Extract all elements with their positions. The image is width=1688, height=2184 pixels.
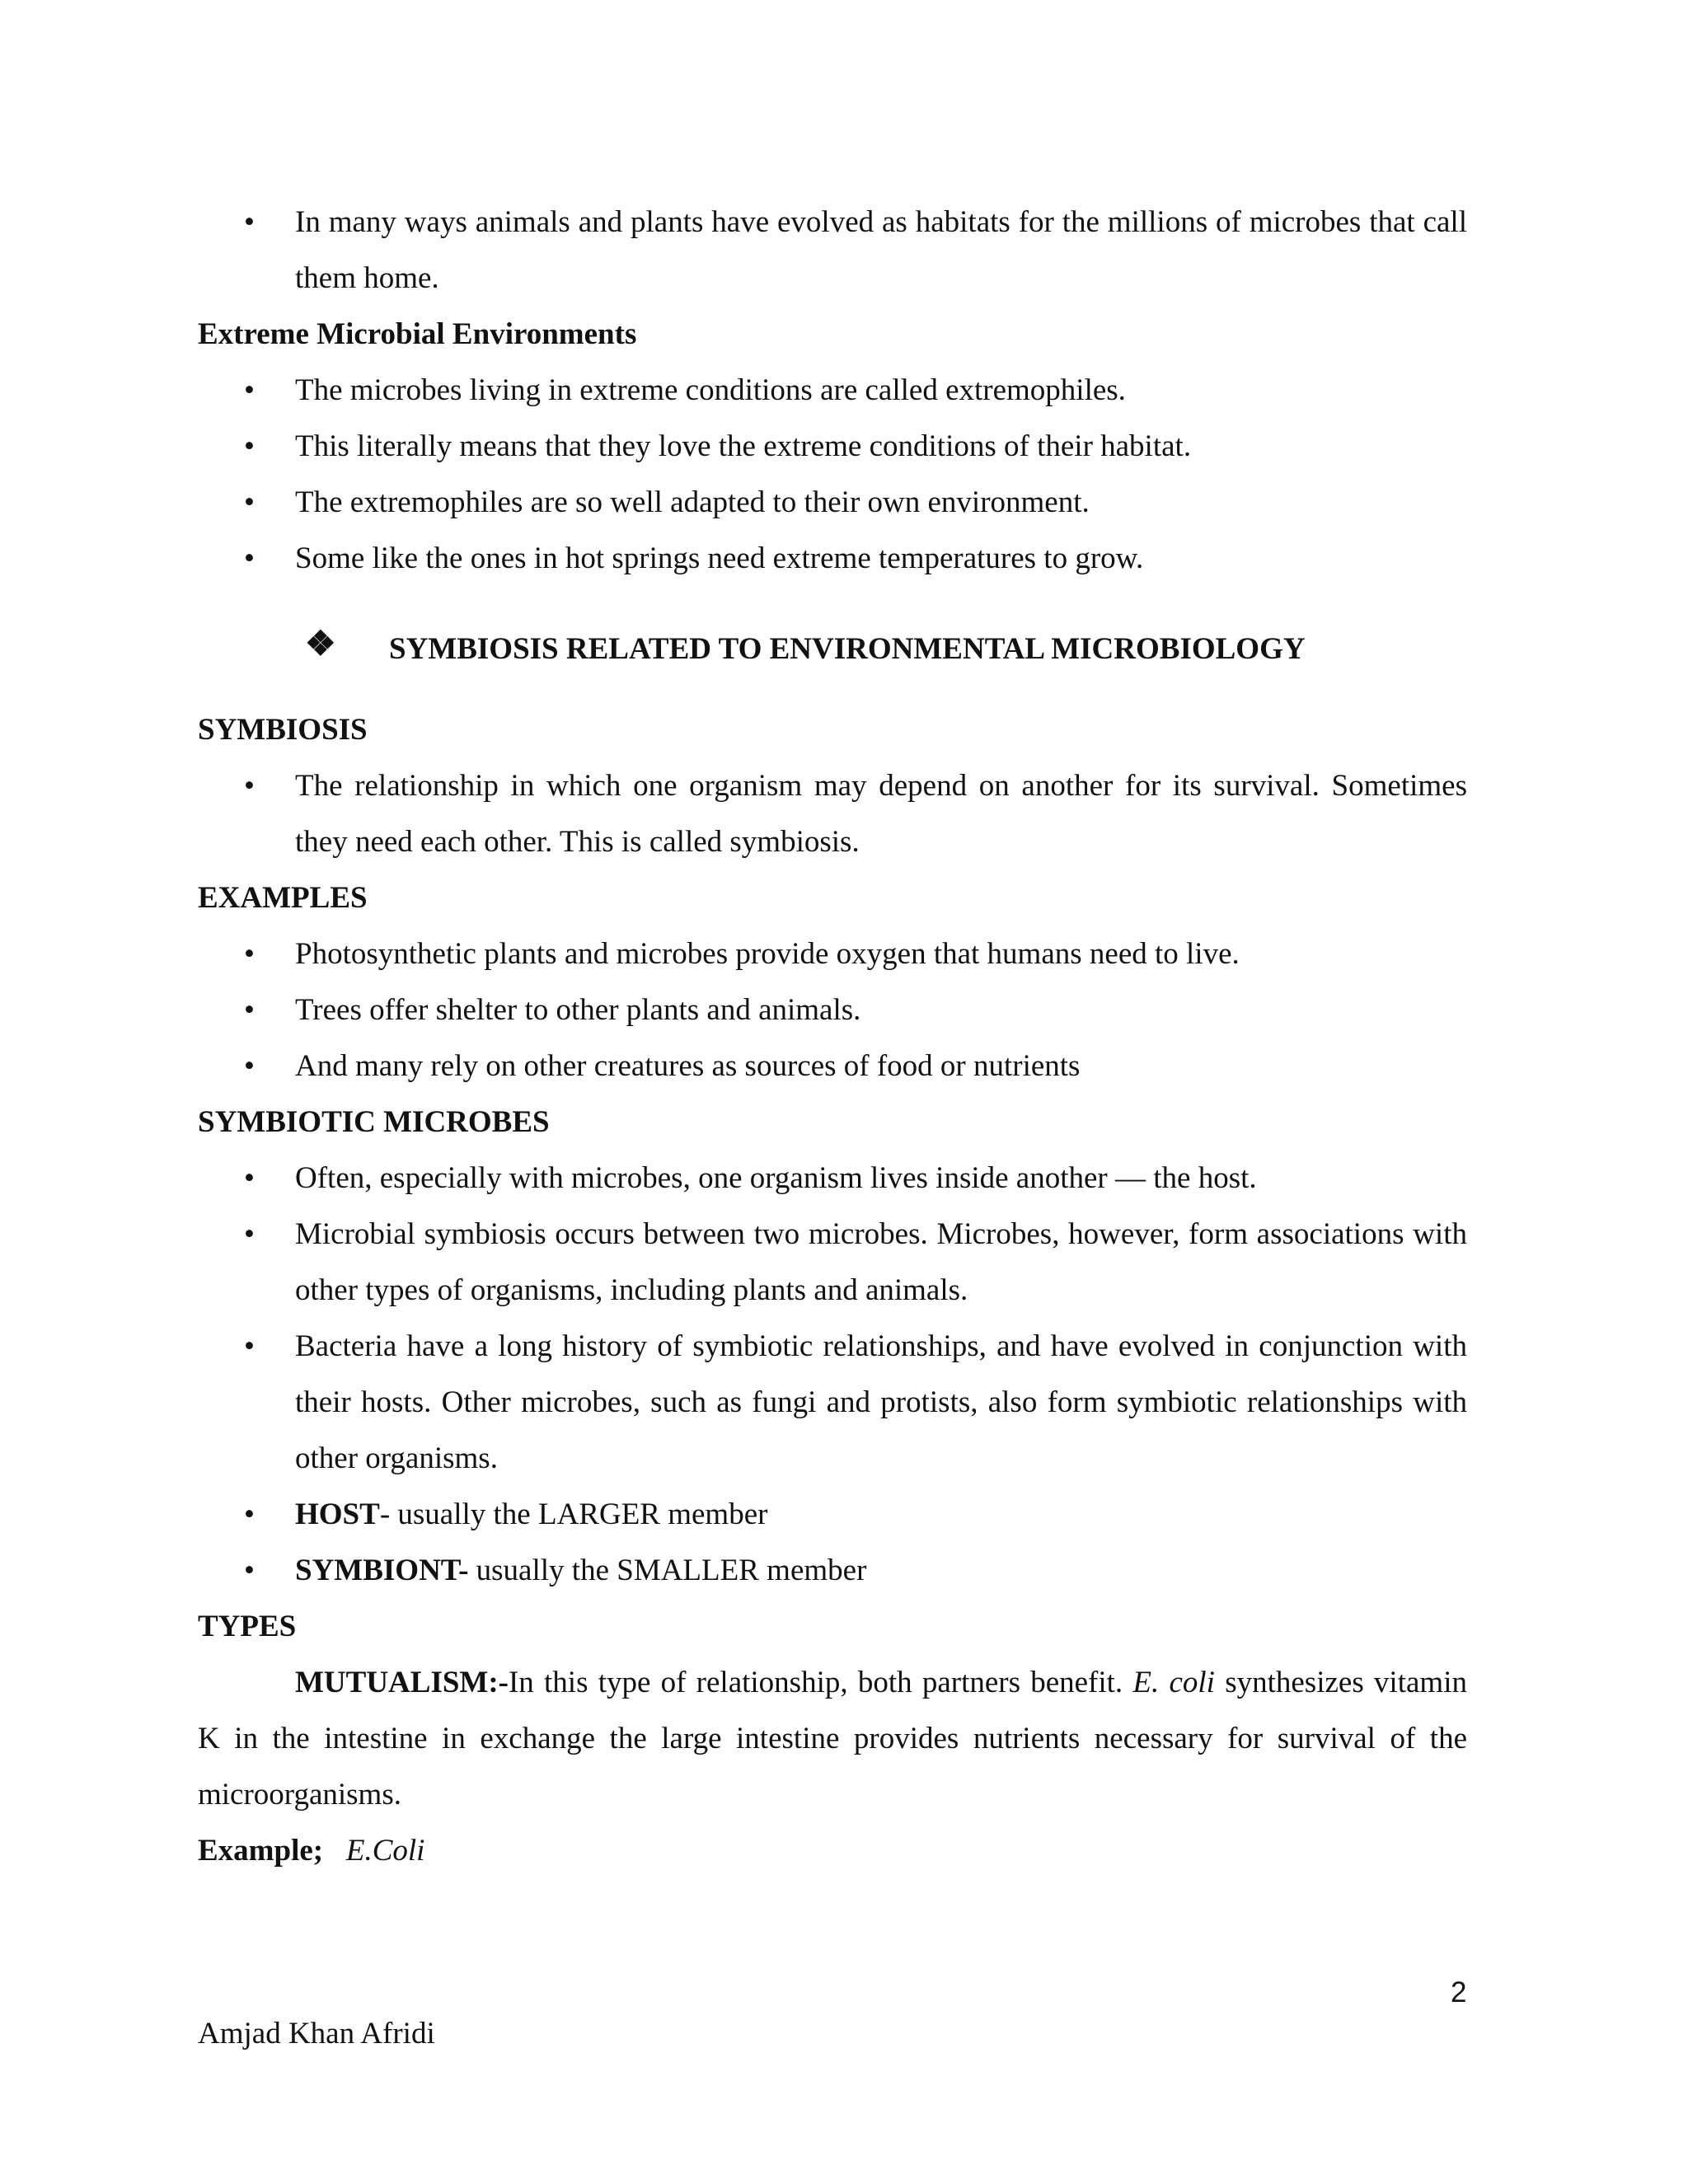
bullet-icon: • [244,485,255,519]
bullet-icon: • [244,1217,255,1251]
list-item: • Microbial symbiosis occurs between two microbes. Microbes, however, form associations with other types of organisms, including plants and animals. [198,1207,1467,1319]
section-heading-extreme: Extreme Microbial Environments [198,317,637,351]
section-heading-symbiosis: SYMBIOSIS [198,713,368,747]
bullet-icon: • [244,373,255,407]
bullet-icon: • [244,429,255,463]
section-title: ❖ SYMBIOSIS RELATED TO ENVIRONMENTAL MICROBIOLOGY [198,621,1467,677]
section-heading-types: TYPES [198,1610,297,1643]
bullet-icon: • [244,1329,255,1363]
example-line [198,1823,1467,1879]
page-content [198,194,1467,1879]
list-item-symbiont: • SYMBIONT- usually the SMALLER member [198,1543,1467,1599]
list-item: • And many rely on other creatures as sources of food or nutrients [198,1038,1467,1094]
host-term: HOST [295,1497,380,1531]
example-value: E.Coli [345,1834,425,1868]
bullet-icon: • [244,1497,255,1531]
footer-author: Amjad Khan Afridi [198,2017,435,2050]
diamond-ornament-icon: ❖ [305,626,336,663]
list-item: • The extremophiles are so well adapted to their own environment. [198,475,1467,531]
bullet-icon: • [244,541,255,575]
ecoli-italic: E. coli [1132,1666,1215,1699]
list-item-host: • HOST- usually the LARGER member [198,1487,1467,1543]
example-label: Example; [198,1834,324,1868]
bullet-icon: • [244,1161,255,1195]
bullet-icon: • [244,769,255,803]
symbiont-term: SYMBIONT- [295,1554,469,1587]
bullet-icon: • [244,1554,255,1587]
list-item: • Trees offer shelter to other plants and animals. [198,982,1467,1038]
mutualism-paragraph: MUTUALISM:-In this type of relationship, both partners benefit. E. coli synthesizes vitamin K in the intestine in exchange the large intestine provides nutrients necessary for survival of the microorganisms. [198,1666,1467,1811]
list-item: • Often, especially with microbes, one organism lives inside another — the host. [198,1151,1467,1207]
list-item: • In many ways animals and plants have evolved as habitats for the millions of microbes that call them home. [198,194,1467,307]
page-number: 2 [1451,1976,1467,2008]
bullet-icon: • [244,1049,255,1083]
list-item: • Bacteria have a long history of symbiotic relationships, and have evolved in conjunction with their hosts. Other microbes, such as fungi and protists, also form symbiotic relationships with other organisms. [198,1319,1467,1487]
list-item: • The microbes living in extreme conditions are called extremophiles. [198,363,1467,419]
mutualism-term: MUTUALISM:- [295,1666,509,1699]
list-item: • Some like the ones in hot springs need extreme temperatures to grow. [198,531,1467,587]
bullet-icon: • [244,937,255,971]
list-item: • Photosynthetic plants and microbes provide oxygen that humans need to live. [198,926,1467,982]
bullet-icon: • [244,993,255,1027]
section-heading-symbiotic-microbes: SYMBIOTIC MICROBES [198,1105,550,1139]
list-item: • This literally means that they love the extreme conditions of their habitat. [198,419,1467,475]
section-heading-examples: EXAMPLES [198,881,368,915]
bullet-icon: • [244,205,255,239]
list-item: • The relationship in which one organism may depend on another for its survival. Sometimes they need each other. This is called symbiosis. [198,758,1467,870]
